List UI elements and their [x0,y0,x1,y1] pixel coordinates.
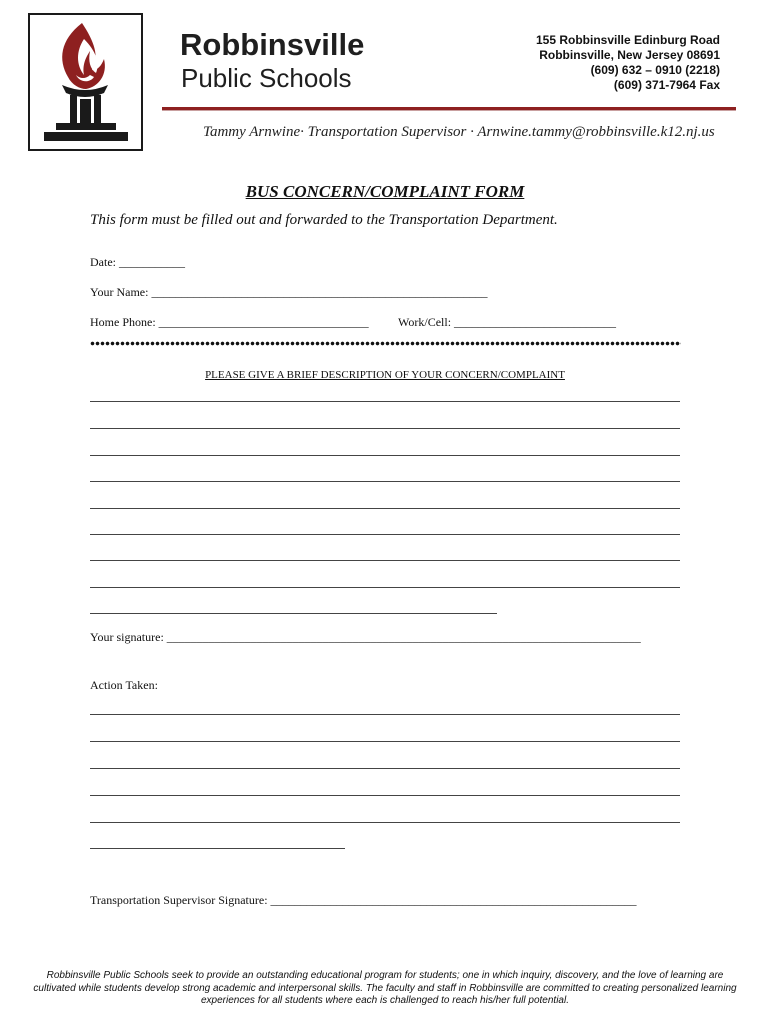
work-cell-field[interactable]: Work/Cell: ___________________________ [398,315,617,329]
dotted-divider [90,341,681,346]
description-line[interactable] [90,455,680,456]
description-line[interactable] [90,613,497,614]
contact-line: Tammy Arnwine· Transportation Supervisor · Arnwine.tammy@robbinsville.k12.nj.us [203,124,715,140]
action-line[interactable] [90,822,680,823]
home-phone-field[interactable]: Home Phone: ___________________________________ [90,315,369,329]
address-city: Robbinsville, New Jersey 08691 [539,48,720,62]
description-line[interactable] [90,560,680,561]
description-line[interactable] [90,534,680,535]
torch-icon [30,15,141,149]
name-field[interactable]: Your Name: ________________________________________________________ [90,285,488,299]
description-line[interactable] [90,508,680,509]
address-street: 155 Robbinsville Edinburg Road [535,33,720,47]
description-line[interactable] [90,481,680,482]
action-taken-label: Action Taken: [90,678,158,692]
district-logo [28,13,143,151]
description-line[interactable] [90,428,680,429]
description-line[interactable] [90,587,680,588]
address-phone: (609) 632 – 0910 (2218) [590,63,720,77]
description-heading: PLEASE GIVE A BRIEF DESCRIPTION OF YOUR CONCERN/COMPLAINT [205,369,565,381]
action-line[interactable] [90,848,345,849]
signature-field[interactable]: Your signature: _______________________________________________________________________________ [90,630,641,644]
supervisor-signature-field[interactable]: Transportation Supervisor Signature: _____________________________________________________________ [90,893,637,907]
action-line[interactable] [90,768,680,769]
action-line[interactable] [90,741,680,742]
brand-name: Robbinsville [180,27,365,62]
form-title: BUS CONCERN/COMPLAINT FORM [245,182,525,201]
header-divider-shadow [162,110,736,111]
description-line[interactable] [90,401,680,402]
form-subtitle: This form must be filled out and forwarded to the Transportation Department. [90,212,558,228]
brand-subname: Public Schools [181,63,352,93]
date-field[interactable]: Date: ___________ [90,255,185,269]
action-line[interactable] [90,714,680,715]
action-line[interactable] [90,795,680,796]
address-fax: (609) 371-7964 Fax [613,78,720,92]
mission-statement: Robbinsville Public Schools seek to provide an outstanding educational program for students; one in which inquiry, discovery, and the love of learning are cultivated while students develop strong academic and interpersonal skills. The faculty and staff in Robbinsville are committed to creating personalized learning experiences for all students where each is challenged to reach his/her full potential. [33,970,737,1006]
